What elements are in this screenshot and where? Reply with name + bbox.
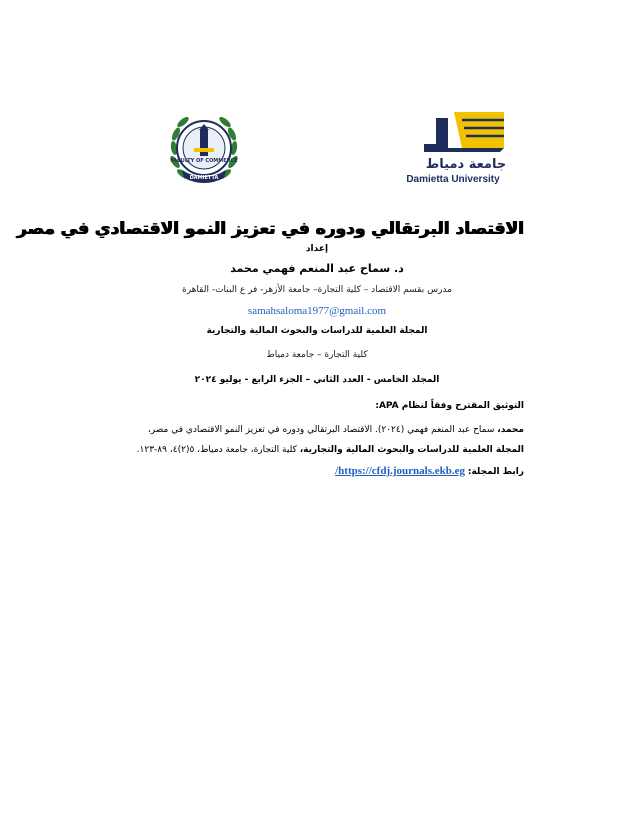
citation-text-2: كلية التجارة، جامعة دمياط، ٥(٢)٤، ٨٩-١٢٣.	[136, 445, 300, 455]
citation-text-1: سماح عبد المنعم فهمي (٢٠٢٤). الاقتصاد البرتقالي ودوره في تعزيز النمو الاقتصادي في مصر،	[147, 425, 498, 435]
article-title: الاقتصاد البرتقالي ودوره في تعزيز النمو الاقتصادي في مصر	[17, 219, 524, 239]
citation-heading: التوثيق المقترح وفقاً لنظام APA:	[375, 401, 524, 411]
journal-link-line	[110, 465, 524, 477]
citation-journal: المجلة العلمية للدراسات والبحوث المالية والتجارية،	[299, 445, 524, 455]
faculty-logo-text-bottom: DAMIETTA	[189, 175, 219, 181]
journal-link[interactable]: https://cfdj.journals.ekb.eg/	[335, 465, 465, 477]
author-affiliation: مدرس بقسم الاقتصاد – كلية التجارة– جامعة الأزهر- فر ع البنات- القاهرة	[182, 285, 452, 295]
author-name: د. سماح عبد المنعم فهمي محمد	[230, 262, 404, 275]
faculty-of-commerce-logo	[164, 108, 244, 190]
prepared-by-label: إعداد	[305, 244, 329, 254]
university-english-name: Damietta University	[406, 174, 500, 185]
journal-faculty: كلية التجارة – جامعة دمياط	[266, 350, 368, 360]
citation-line-1	[110, 425, 524, 435]
journal-issue: المجلد الخامس - العدد الثاني – الجزء الرابع - يوليو ٢٠٢٤	[194, 375, 440, 385]
university-arabic-name: جامعة دمياط	[425, 157, 507, 172]
citation-author: محمد،	[497, 425, 524, 435]
journal-link-label: رابط المجلة:	[467, 467, 524, 477]
citation-line-2	[110, 445, 524, 455]
faculty-logo-text-top: FACULTY OF COMMERCE	[170, 158, 238, 164]
journal-name: المجلة العلمية للدراسات والبحوث المالية والتجارية	[206, 326, 428, 336]
author-email: samahsaloma1977@gmail.com	[247, 305, 387, 317]
